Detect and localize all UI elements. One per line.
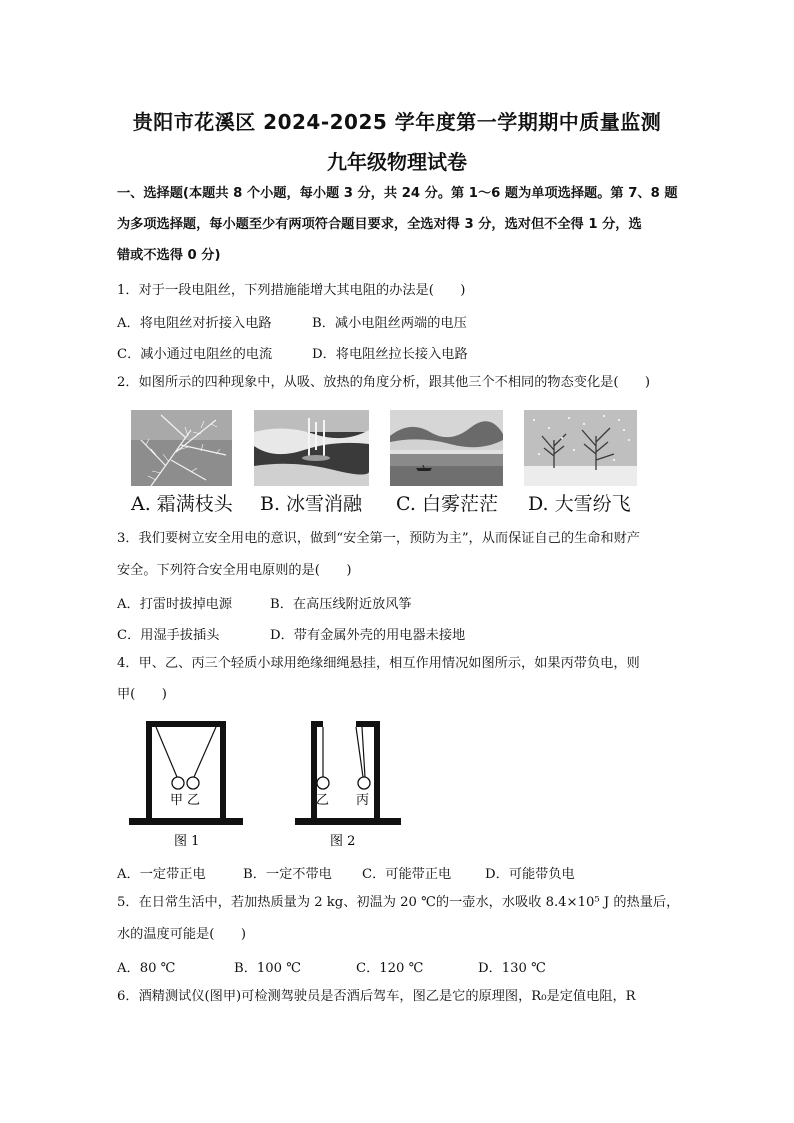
- q3-option-a: A．打雷时拔掉电源: [117, 597, 233, 612]
- q5-option-d: D．130 ℃: [478, 961, 546, 976]
- q4-option-b: B．一定不带电: [243, 867, 332, 882]
- q4-fig1-ball-right-label: 乙: [187, 793, 201, 808]
- q5-option-a: A．80 ℃: [117, 961, 176, 976]
- q4-stem-line-1: 4．甲、乙、丙三个轻质小球用绝缘细绳悬挂，相互作用情况如图所示，如果丙带负电，则: [117, 656, 640, 671]
- q2-caption-a: A. 霜满枝头: [131, 493, 233, 515]
- q4-fig1-caption: 图 1: [174, 834, 200, 849]
- q3-option-d: D．带有金属外壳的用电器未接地: [270, 628, 466, 643]
- q6-stem-line-1: 6．酒精测试仪(图甲)可检测驾驶员是否酒后驾车，图乙是它的原理图，R₀是定值电阻，R: [117, 989, 636, 1004]
- q2-photo-fog: [390, 410, 503, 486]
- q3-stem-line-2: 安全。下列符合安全用电原则的是( ): [117, 563, 352, 578]
- q5-option-b: B．100 ℃: [234, 961, 301, 976]
- section-intro-line-1: 一、选择题(本题共 8 个小题，每小题 3 分，共 24 分。第 1～6 题为单项选择题。第 7、8 题: [117, 186, 678, 201]
- q2-photo-frost: [131, 410, 232, 486]
- q2-photo-melting-ice: [254, 410, 369, 486]
- q3-option-b: B．在高压线附近放风筝: [270, 597, 412, 612]
- q5-stem-line-2: 水的温度可能是( ): [117, 927, 246, 942]
- q4-fig1-ball-left-label: 甲: [170, 793, 184, 808]
- q4-option-c: C．可能带正电: [362, 867, 452, 882]
- q1-option-c: C．减小通过电阻丝的电流: [117, 347, 273, 362]
- q5-option-c: C．120 ℃: [356, 961, 424, 976]
- q2-caption-d: D. 大雪纷飞: [528, 493, 631, 515]
- q4-fig2-caption: 图 2: [330, 834, 356, 849]
- q2-caption-c: C. 白雾茫茫: [396, 493, 498, 515]
- q4-figure-1: [126, 718, 246, 850]
- q1-option-d: D．将电阻丝拉长接入电路: [312, 347, 468, 362]
- q1-stem: 1．对于一段电阻丝，下列措施能增大其电阻的办法是( ): [117, 283, 466, 298]
- q4-figure-2: [292, 718, 404, 850]
- exam-title: 贵阳市花溪区 2024-2025 学年度第一学期期中质量监测: [132, 110, 662, 134]
- q4-option-a: A．一定带正电: [117, 867, 206, 882]
- section-intro-line-2: 为多项选择题，每小题至少有两项符合题目要求，全选对得 3 分，选对但不全得 1 分，选: [117, 217, 642, 232]
- section-intro-line-3: 错或不选得 0 分): [117, 248, 221, 263]
- q4-fig2-ball-left-label: 乙: [316, 793, 330, 808]
- q1-option-a: A．将电阻丝对折接入电路: [117, 316, 272, 331]
- q2-photo-snowfall: [524, 410, 637, 486]
- exam-subtitle: 九年级物理试卷: [327, 150, 467, 174]
- q5-stem-line-1: 5．在日常生活中，若加热质量为 2 kg、初温为 20 ℃的一壶水，水吸收 8.4×10⁵ J 的热量后，: [117, 895, 680, 910]
- q4-stem-line-2: 甲( ): [117, 687, 167, 702]
- q3-option-c: C．用湿手拔插头: [117, 628, 220, 643]
- q4-fig2-ball-right-label: 丙: [356, 793, 370, 808]
- q3-stem-line-1: 3．我们要树立安全用电的意识，做到“安全第一，预防为主”，从而保证自己的生命和财产: [117, 531, 640, 546]
- q1-option-b: B．减小电阻丝两端的电压: [312, 316, 467, 331]
- q4-option-d: D．可能带负电: [485, 867, 575, 882]
- q2-stem: 2．如图所示的四种现象中，从吸、放热的角度分析，跟其他三个不相同的物态变化是( ): [117, 375, 650, 390]
- q2-caption-b: B. 冰雪消融: [260, 493, 363, 515]
